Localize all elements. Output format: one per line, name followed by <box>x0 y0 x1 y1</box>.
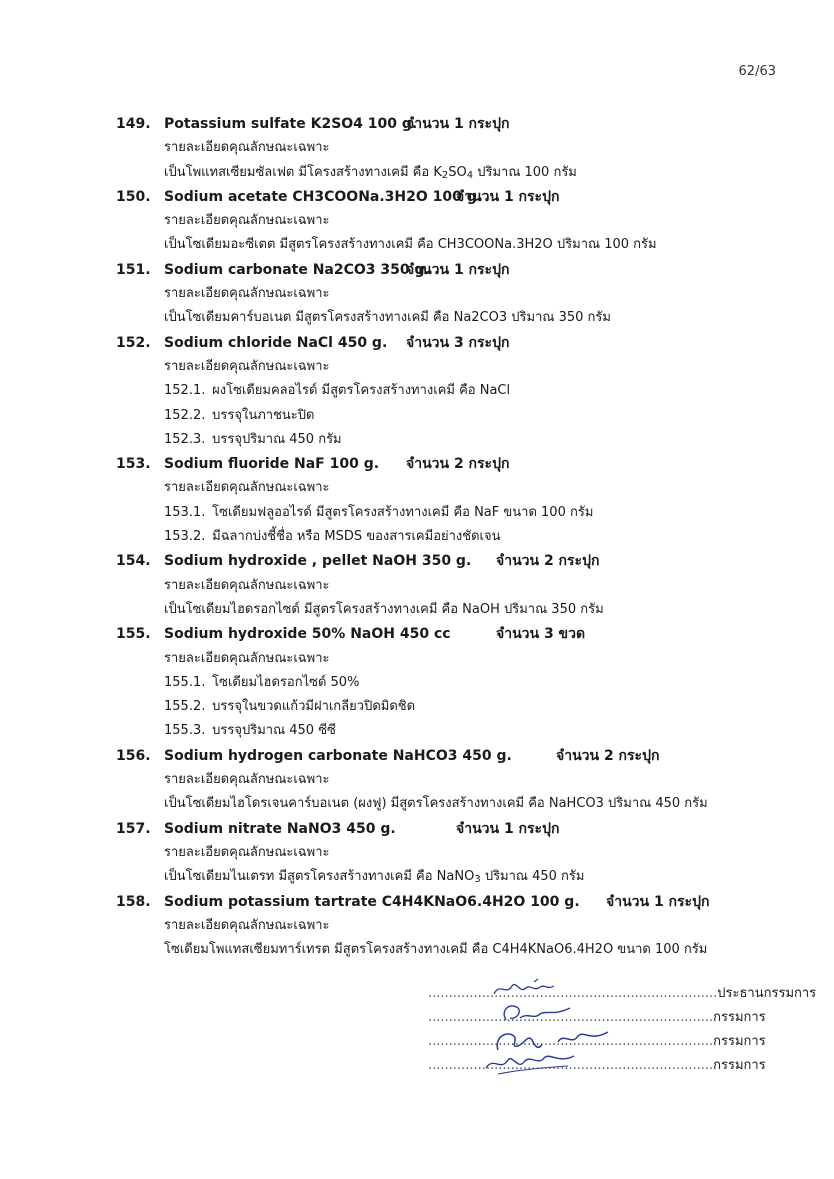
sub-item-number: 155.2. <box>164 699 206 715</box>
item-quantity: จำนวน 1 กระปุก <box>456 820 560 837</box>
signature-dots: ..................................................................... <box>428 1034 714 1049</box>
list-item <box>116 549 796 622</box>
item-description: โซเดียมโพแทสเซียมทาร์เทรต มีสูตรโครงสร้างทางเคมี คือ C4H4KNaO6.4H2O ขนาด 100 กรัม <box>164 942 708 958</box>
signature-block <box>428 982 817 1078</box>
item-name: Sodium acetate CH3COONa.3H2O 100 g. <box>164 188 483 205</box>
signature-line <box>428 1054 788 1078</box>
item-quantity: จำนวน 1 กระปุก <box>406 116 510 132</box>
item-description: รายละเอียดคุณลักษณะเฉพาะ <box>164 213 330 229</box>
signature-role: กรรมการ <box>713 1010 766 1025</box>
sub-item <box>116 719 796 743</box>
item-name: Sodium hydrogen carbonate NaHCO3 450 g. <box>164 747 512 764</box>
list-item <box>116 622 796 743</box>
signature-role: กรรมการ <box>713 1058 766 1073</box>
item-description: รายละเอียดคุณลักษณะเฉพาะ <box>164 772 330 788</box>
item-description: เป็นโซเดียมไนเตรท มีสูตรโครงสร้างทางเคมี คือ NaNO$_3$ ปริมาณ 450 กรัม <box>164 869 585 886</box>
item-name: Sodium nitrate NaNO3 450 g. <box>164 820 396 837</box>
sub-item <box>116 428 796 452</box>
sub-item <box>116 379 796 403</box>
item-list <box>116 112 796 962</box>
item-name: Sodium hydroxide , pellet NaOH 350 g. <box>164 553 472 570</box>
item-number: 155. <box>116 626 151 643</box>
item-description: เป็นโซเดียมไฮโดรเจนคาร์บอเนต (ผงฟู) มีสูตรโครงสร้างทางเคมี คือ NaHCO3 ปริมาณ 450 กรัม <box>164 796 708 812</box>
sub-item-text: โซเดียมฟลูออไรด์ มีสูตรโครงสร้างทางเคมี คือ NaF ขนาด 100 กรัม <box>208 504 594 520</box>
signature-role: กรรมการ <box>713 1034 766 1049</box>
list-item <box>116 890 796 963</box>
item-description: เป็นโพแทสเซียมซัลเฟต มีโครงสร้างทางเคมี คือ $K_2SO_4$ ปริมาณ 100 กรัม <box>164 164 577 181</box>
list-item <box>116 817 796 890</box>
signature-line <box>428 982 817 1006</box>
item-quantity: จำนวน 1 กระปุก <box>406 261 510 278</box>
item-heading <box>116 817 796 841</box>
item-description: รายละเอียดคุณลักษณะเฉพาะ <box>164 917 330 933</box>
item-description: รายละเอียดคุณลักษณะเฉพาะ <box>164 577 330 593</box>
item-name: Sodium fluoride NaF 100 g. <box>164 456 380 473</box>
item-number: 152. <box>116 334 151 351</box>
sub-item <box>116 404 796 428</box>
sub-item-text: บรรจุในขวดแก้วมีฝาเกลียวปิดมิดชิด <box>208 699 416 715</box>
list-item <box>116 258 796 331</box>
sub-item <box>116 525 796 549</box>
sub-item-number: 152.2. <box>164 407 206 423</box>
item-description: รายละเอียดคุณลักษณะเฉพาะ <box>164 650 330 666</box>
sub-item-text: บรรจุในภาชนะปิด <box>208 407 315 423</box>
sub-item-number: 153.1. <box>164 504 206 520</box>
list-item <box>116 331 796 452</box>
item-description: รายละเอียดคุณลักษณะเฉพาะ <box>164 480 330 496</box>
item-quantity: จำนวน 2 กระปุก <box>556 747 660 764</box>
list-item <box>116 112 796 185</box>
list-item <box>116 452 796 549</box>
item-description: รายละเอียดคุณลักษณะเฉพาะ <box>164 140 330 156</box>
item-name: Sodium carbonate Na2CO3 350 g. <box>164 261 430 278</box>
item-name: Sodium chloride NaCl 450 g. <box>164 334 388 351</box>
page-number: 62/63 <box>738 64 776 79</box>
item-number: 157. <box>116 820 151 837</box>
sub-item-number: 155.3. <box>164 723 206 739</box>
sub-item-number: 153.2. <box>164 529 206 545</box>
item-description: เป็นโซเดียมไฮดรอกไซด์ มีสูตรโครงสร้างทางเคมี คือ NaOH ปริมาณ 350 กรัม <box>164 601 604 617</box>
item-quantity: จำนวน 1 กระปุก <box>606 893 710 910</box>
item-number: 151. <box>116 261 151 278</box>
sub-item-number: 152.3. <box>164 431 206 447</box>
item-name: Potassium sulfate K2SO4 100 g. <box>164 116 418 132</box>
item-heading <box>116 331 796 355</box>
item-heading <box>116 622 796 646</box>
signature-dots: ..................................................................... <box>428 1058 714 1073</box>
item-heading <box>116 258 796 282</box>
sub-item-number: 152.1. <box>164 383 206 399</box>
item-description: รายละเอียดคุณลักษณะเฉพาะ <box>164 286 330 302</box>
sub-item <box>116 501 796 525</box>
item-description: เป็นโซเดียมอะซีเตต มีสูตรโครงสร้างทางเคมี คือ CH3COONa.3H2O ปริมาณ 100 กรัม <box>164 237 657 253</box>
signature-role: ประธานกรรมการ <box>717 986 817 1001</box>
item-description: เป็นโซเดียมคาร์บอเนต มีสูตรโครงสร้างทางเคมี คือ Na2CO3 ปริมาณ 350 กรัม <box>164 310 611 326</box>
item-number: 149. <box>116 116 151 132</box>
sub-item <box>116 671 796 695</box>
sub-item-text: โซเดียมไฮดรอกไซด์ 50% <box>208 674 360 690</box>
sub-item-text: บรรจุปริมาณ 450 กรัม <box>208 431 342 447</box>
item-heading <box>116 185 796 209</box>
item-heading <box>116 890 796 914</box>
signature-dots: ...................................................................... <box>428 986 718 1001</box>
item-number: 158. <box>116 893 151 910</box>
item-heading <box>116 112 796 136</box>
signature-line <box>428 1006 788 1030</box>
item-number: 156. <box>116 747 151 764</box>
signature-line <box>428 1030 788 1054</box>
signature-dots: ..................................................................... <box>428 1010 714 1025</box>
item-heading <box>116 452 796 476</box>
item-quantity: จำนวน 3 กระปุก <box>406 334 510 351</box>
item-quantity: จำนวน 1 กระปุก <box>456 188 560 205</box>
list-item <box>116 744 796 817</box>
item-quantity: จำนวน 2 กระปุก <box>496 553 600 570</box>
item-quantity: จำนวน 3 ขวด <box>496 626 586 643</box>
sub-item-number: 155.1. <box>164 674 206 690</box>
sub-item <box>116 695 796 719</box>
sub-item-text: บรรจุปริมาณ 450 ซีซี <box>208 723 336 739</box>
item-number: 153. <box>116 456 151 473</box>
item-description: รายละเอียดคุณลักษณะเฉพาะ <box>164 358 330 374</box>
item-name: Sodium potassium tartrate C4H4KNaO6.4H2O 100 g. <box>164 893 580 910</box>
item-heading <box>116 744 796 768</box>
item-name: Sodium hydroxide 50% NaOH 450 cc <box>164 626 451 643</box>
item-number: 154. <box>116 553 151 570</box>
item-description: รายละเอียดคุณลักษณะเฉพาะ <box>164 844 330 860</box>
item-number: 150. <box>116 188 151 205</box>
list-item <box>116 185 796 258</box>
sub-item-text: ผงโซเดียมคลอไรด์ มีสูตรโครงสร้างทางเคมี คือ NaCl <box>208 383 511 399</box>
sub-item-text: มีฉลากบ่งชี้ชื่อ หรือ MSDS ของสารเคมีอย่างชัดเจน <box>208 529 501 545</box>
item-quantity: จำนวน 2 กระปุก <box>406 456 510 473</box>
item-heading <box>116 549 796 573</box>
